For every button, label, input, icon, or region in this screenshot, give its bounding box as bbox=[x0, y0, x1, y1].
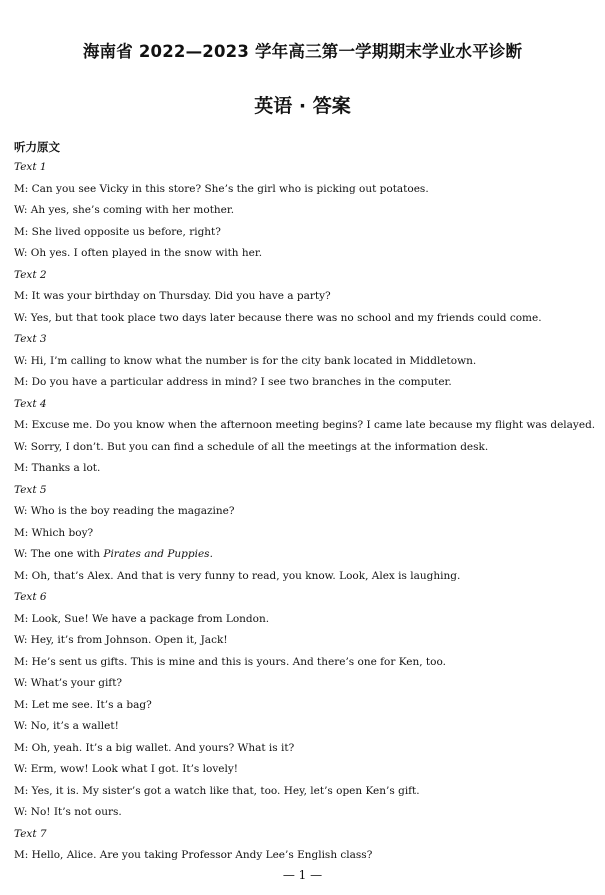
dialogue-text: W: Oh yes. I often played in the snow with her. bbox=[14, 247, 263, 259]
dialogue-line bbox=[14, 609, 594, 631]
dialogue-text: M: Oh, that’s Alex. And that is very funny to read, you know. Look, Alex is laughing. bbox=[14, 569, 461, 582]
dialogue-text: W: Sorry, I don’t. But you can find a schedule of all the meetings at the information desk. bbox=[14, 440, 489, 453]
dialogue-line bbox=[14, 738, 594, 760]
dialogue-text: W: Erm, wow! Look what I got. It’s lovely! bbox=[14, 763, 238, 775]
dialogue-line bbox=[14, 458, 594, 480]
dialogue-text: W: Ah yes, she’s coming with her mother. bbox=[14, 204, 235, 216]
text-label-text: Text 2 bbox=[14, 268, 47, 281]
dialogue-line bbox=[14, 695, 594, 717]
dialogue-text: M: Thanks a lot. bbox=[14, 462, 101, 474]
text-label bbox=[14, 587, 594, 609]
dialogue-line bbox=[14, 179, 594, 201]
dialogue-text: M: It was your birthday on Thursday. Did you have a party? bbox=[14, 290, 331, 302]
dialogue-line bbox=[14, 200, 594, 222]
dialogue-line bbox=[14, 673, 594, 695]
dialogue-line bbox=[14, 501, 594, 523]
dialogue-text: M: He’s sent us gifts. This is mine and this is yours. And there’s one for Ken, too. bbox=[14, 655, 446, 668]
dialogue-line bbox=[14, 652, 594, 674]
dialogue-line bbox=[14, 566, 594, 588]
text-label-text: Text 3 bbox=[14, 333, 47, 345]
text-label bbox=[14, 157, 594, 179]
dialogue-text: W: What’s your gift? bbox=[14, 677, 123, 689]
text-label-text: Text 6 bbox=[14, 591, 47, 603]
dialogue-text: M: Can you see Vicky in this store? She’s the girl who is picking out potatoes. bbox=[14, 182, 429, 195]
dialogue-line bbox=[14, 351, 594, 373]
text-label bbox=[14, 824, 594, 846]
dialogue-line bbox=[14, 523, 594, 545]
dialogue-line bbox=[14, 286, 594, 308]
dialogue-text: W: Who is the boy reading the magazine? bbox=[14, 505, 235, 517]
transcript-body bbox=[14, 157, 594, 867]
text-label bbox=[14, 480, 594, 502]
dialogue-line bbox=[14, 630, 594, 652]
dialogue-text: M: Oh, yeah. It’s a big wallet. And yours? What is it? bbox=[14, 741, 295, 754]
dialogue-text: M: Yes, it is. My sister’s got a watch like that, too. Hey, let’s open Ken’s gift. bbox=[14, 784, 420, 797]
dialogue-text: M: She lived opposite us before, right? bbox=[14, 225, 221, 238]
book-title: Pirates and Puppies bbox=[103, 548, 210, 560]
dialogue-text: W: The one with bbox=[14, 548, 104, 560]
document-subtitle: 英语 · 答案 bbox=[254, 95, 351, 117]
dialogue-text: W: No, it’s a wallet! bbox=[14, 720, 119, 732]
text-label-text: Text 4 bbox=[14, 397, 47, 410]
section-heading: 听力原文 bbox=[14, 140, 60, 154]
dialogue-text: W: Hi, I’m calling to know what the number is for the city bank located in Middletown. bbox=[14, 354, 477, 367]
text-label bbox=[14, 329, 594, 351]
dialogue-line bbox=[14, 437, 594, 459]
dialogue-text: M: Do you have a particular address in mind? I see two branches in the computer. bbox=[14, 376, 452, 388]
dialogue-text: M: Look, Sue! We have a package from London. bbox=[14, 612, 270, 625]
dialogue-line bbox=[14, 372, 594, 394]
dialogue-line bbox=[14, 243, 594, 265]
text-label-text: Text 7 bbox=[14, 827, 47, 840]
text-label bbox=[14, 265, 594, 287]
dialogue-text: M: Let me see. It’s a bag? bbox=[14, 698, 152, 711]
dialogue-text-end: . bbox=[209, 548, 213, 560]
dialogue-text: M: Excuse me. Do you know when the afternoon meeting begins? I came late because my flight was delayed. bbox=[14, 419, 596, 431]
dialogue-text: M: Which boy? bbox=[14, 526, 94, 539]
page-number: — 1 — bbox=[282, 868, 323, 882]
text-label-text: Text 5 bbox=[14, 483, 47, 496]
dialogue-line bbox=[14, 415, 594, 437]
document-title: 海南省 2022—2023 学年高三第一学期期末学业水平诊断 bbox=[82, 42, 523, 61]
dialogue-line bbox=[14, 845, 594, 867]
dialogue-text: W: No! It’s not ours. bbox=[14, 806, 122, 818]
dialogue-text: W: Hey, it’s from Johnson. Open it, Jack! bbox=[14, 634, 228, 646]
dialogue-text: W: Yes, but that took place two days later because there was no school and my friends could come. bbox=[14, 311, 542, 324]
text-label bbox=[14, 394, 594, 416]
text-label-text: Text 1 bbox=[14, 161, 47, 173]
dialogue-line bbox=[14, 222, 594, 244]
dialogue-line bbox=[14, 759, 594, 781]
dialogue-text: M: Hello, Alice. Are you taking Professor Andy Lee’s English class? bbox=[14, 849, 373, 861]
dialogue-line bbox=[14, 716, 594, 738]
dialogue-line bbox=[14, 781, 594, 803]
dialogue-line bbox=[14, 802, 594, 824]
dialogue-line bbox=[14, 308, 594, 330]
dialogue-line bbox=[14, 544, 594, 566]
